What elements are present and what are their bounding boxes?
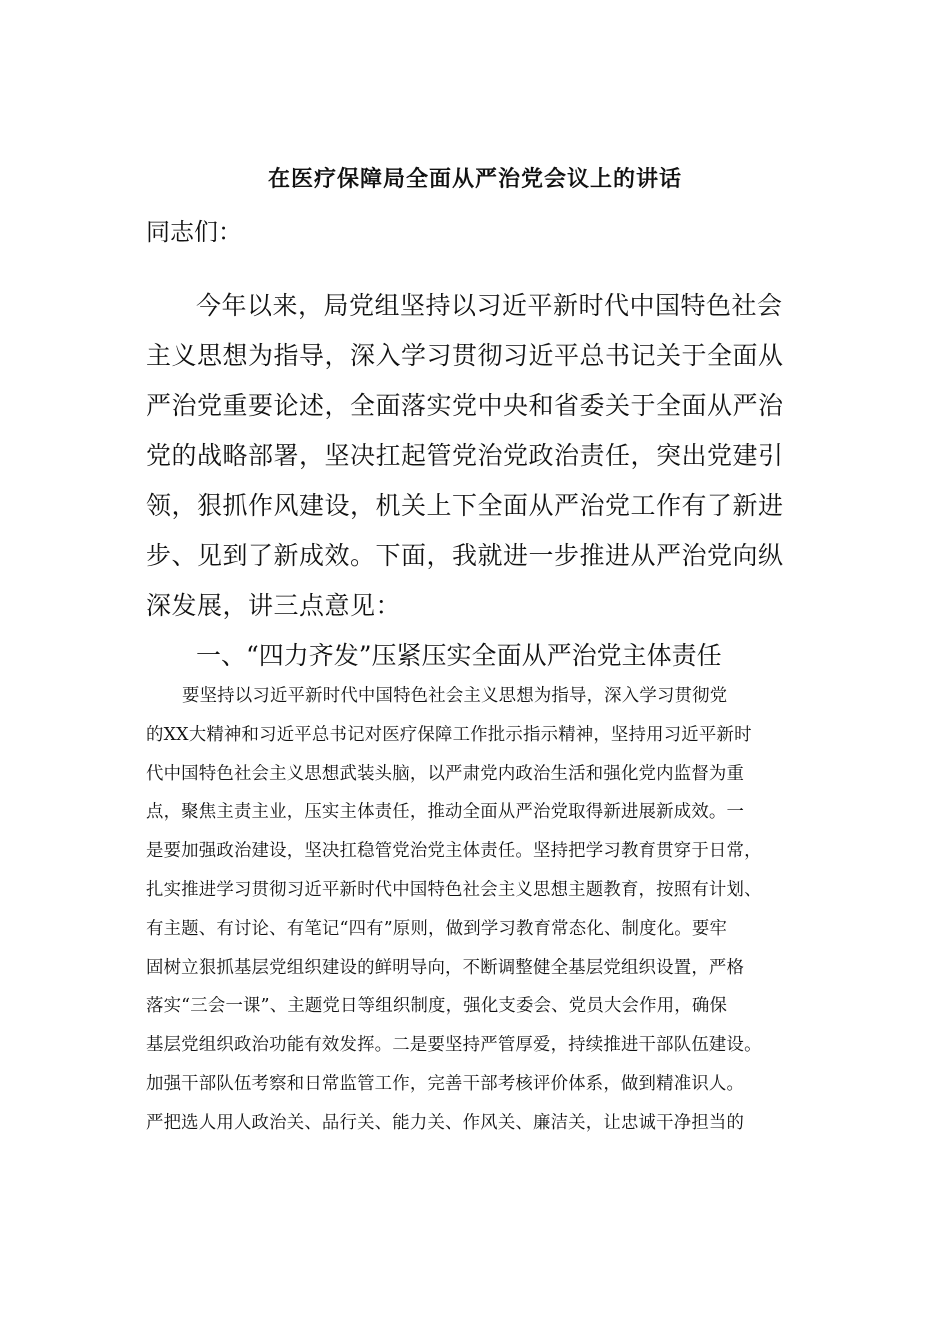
text-line: 党的战略部署，坚决扛起管党治党政治责任，突出党建引 <box>146 441 784 470</box>
document-title: 在医疗保障局全面从严治党会议上的讲话 <box>267 166 682 192</box>
text-line: 固树立狠抓基层党组织建设的鲜明导向，不断调整健全基层党组织设置，严格 <box>146 957 745 978</box>
text-line: 步、见到了新成效。下面，我就进一步推进从严治党向纵 <box>146 541 784 570</box>
text-line: 严治党重要论述，全面落实党中央和省委关于全面从严治 <box>146 391 784 420</box>
text-line: 领，狠抓作风建设，机关上下全面从严治党工作有了新进 <box>146 491 784 520</box>
section-heading: 一、“四力齐发”压紧压实全面从严治党主体责任 <box>196 641 722 670</box>
text-line: 严把选人用人政治关、品行关、能力关、作风关、廉洁关，让忠诚干净担当的 <box>146 1112 745 1133</box>
text-line: 代中国特色社会主义思想武装头脑，以严肃党内政治生活和强化党内监督为重 <box>146 763 745 784</box>
text-line: 扎实推进学习贯彻习近平新时代中国特色社会主义思想主题教育，按照有计划、 <box>146 880 762 900</box>
text-line: 的XX大精神和习近平总书记对医疗保障工作批示指示精神，坚持用习近平新时 <box>146 724 752 745</box>
text-line: 今年以来，局党组坚持以习近平新时代中国特色社会 <box>196 291 783 320</box>
text-line: 深发展，讲三点意见： <box>146 591 402 620</box>
text-line: 加强干部队伍考察和日常监管工作，完善干部考核评价体系，做到精准识人。 <box>146 1074 745 1094</box>
greeting: 同志们： <box>146 218 242 246</box>
text-line: 点，聚焦主责主业，压实主体责任，推动全面从严治党取得新进展新成效。一 <box>146 802 745 823</box>
text-line: 是要加强政治建设，坚决扛稳管党治党主体责任。坚持把学习教育贯穿于日常， <box>146 841 762 862</box>
text-line: 基层党组织政治功能有效发挥。二是要坚持严管厚爱，持续推进干部队伍建设。 <box>146 1035 762 1056</box>
text-line: 有主题、有讨论、有笔记“四有”原则，做到学习教育常态化、制度化。要牢 <box>146 918 728 939</box>
text-line: 落实“三会一课”、主题党日等组织制度，强化支委会、党员大会作用，确保 <box>146 996 728 1017</box>
text-line: 主义思想为指导，深入学习贯彻习近平总书记关于全面从 <box>146 341 784 370</box>
text-line: 要坚持以习近平新时代中国特色社会主义思想为指导，深入学习贯彻党 <box>182 686 728 706</box>
